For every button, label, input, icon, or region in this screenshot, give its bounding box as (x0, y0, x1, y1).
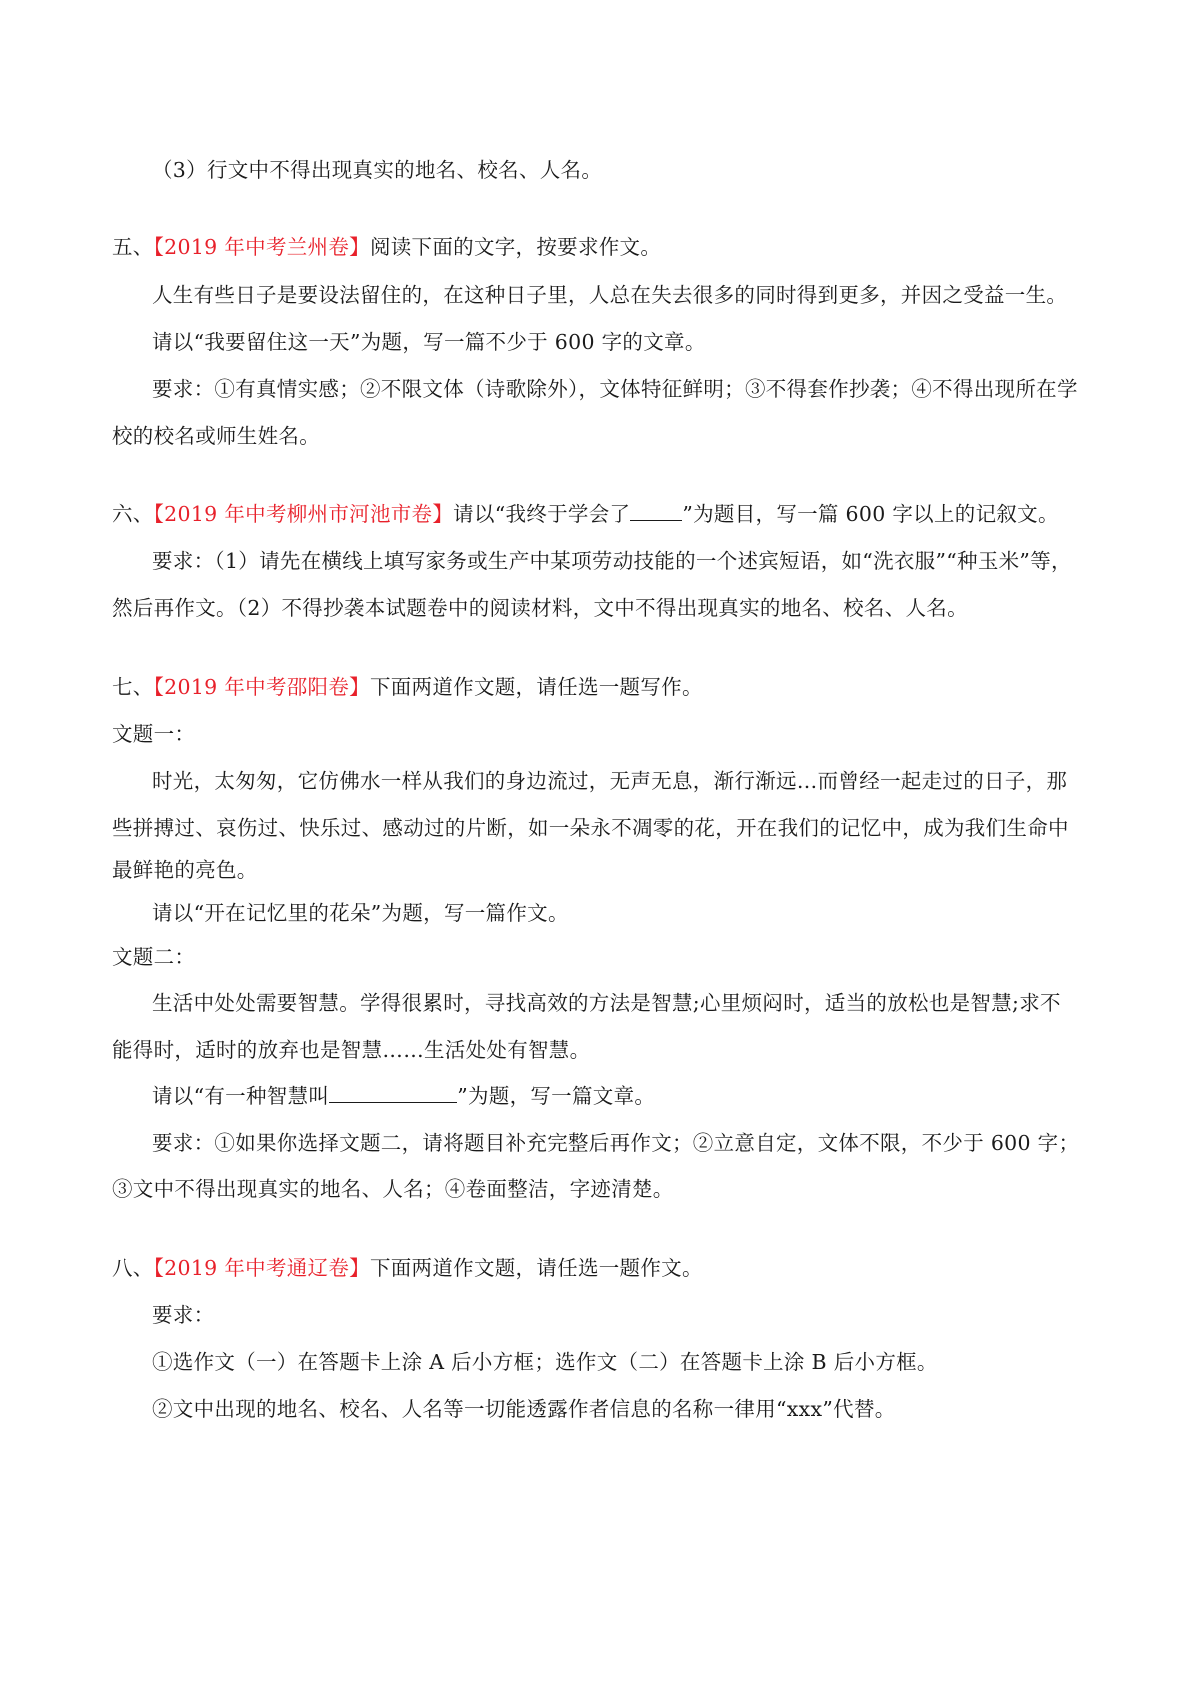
q8-source-tag: 【2019 年中考通辽卷】 (153, 1256, 370, 1280)
q8-stem: 下面两道作文题，请任选一题作文。 (369, 1256, 703, 1280)
q6-requirements-line1: 要求：（1）请先在横线上填写家务或生产中某项劳动技能的一个述宾短语，如“洗衣服”“种玉米”等， (152, 549, 1072, 573)
q5-heading (112, 232, 661, 262)
q7-topic1-material-line1: 时光，太匆匆，它仿佛水一样从我们的身边流过，无声无息，渐行渐远…而曾经一起走过的日子，那 (152, 769, 1068, 793)
q7-topic2-prompt (152, 1081, 655, 1111)
q8-heading (112, 1253, 703, 1283)
q7-topic1-material-line2: 些拼搏过、哀伤过、快乐过、感动过的片断，如一朵永不凋零的花，开在我们的记忆中，成为我们生命中 (112, 816, 1069, 840)
q6-title-blank (630, 500, 682, 521)
q7-requirements-line2: ③文中不得出现真实的地名、人名；④卷面整洁，字迹清楚。 (112, 1177, 674, 1201)
q7-topic2-prompt-start: 请以“有一种智慧叫 (152, 1084, 330, 1108)
q8-requirement-2: ②文中出现的地名、校名、人名等一切能透露作者信息的名称一律用“xxx”代替。 (152, 1397, 896, 1421)
q8-requirement-1: ①选作文（一）在答题卡上涂 A 后小方框；选作文（二）在答题卡上涂 B 后小方框。 (152, 1350, 938, 1374)
q6-heading (112, 499, 1059, 529)
q7-number: 七、 (112, 675, 154, 699)
q7-topic1-label: 文题一： (112, 722, 196, 746)
q7-topic1-prompt: 请以“开在记忆里的花朵”为题，写一篇作文。 (152, 901, 569, 925)
q5-source-tag: 【2019 年中考兰州卷】 (153, 235, 370, 259)
q7-requirements-line1: 要求：①如果你选择文题二，请将题目补充完整后再作文；②立意自定，文体不限，不少于 600 字； (152, 1131, 1080, 1155)
q5-prompt: 请以“我要留住这一天”为题，写一篇不少于 600 字的文章。 (152, 330, 706, 354)
q5-requirements-line1: 要求：①有真情实感；②不限文体（诗歌除外），文体特征鲜明；③不得套作抄袭；④不得出现所在学 (152, 377, 1078, 401)
q8-requirements-label: 要求： (152, 1303, 215, 1327)
q5-material: 人生有些日子是要设法留住的，在这种日子里，人总在失去很多的同时得到更多，并因之受益一生。 (152, 283, 1068, 307)
q7-stem: 下面两道作文题，请任选一题写作。 (369, 675, 703, 699)
q5-stem: 阅读下面的文字，按要求作文。 (369, 235, 662, 259)
q5-number: 五、 (112, 235, 154, 259)
q8-number: 八、 (112, 1256, 154, 1280)
q4-item3: （3）行文中不得出现真实的地名、校名、人名。 (152, 158, 603, 182)
q6-stem-start: 请以“我终于学会了 (453, 502, 631, 526)
q6-number: 六、 (112, 502, 154, 526)
q7-topic2-material-line1: 生活中处处需要智慧。学得很累时，寻找高效的方法是智慧;心里烦闷时，适当的放松也是智慧;求不 (152, 991, 1061, 1015)
q7-topic2-material-line2: 能得时，适时的放弃也是智慧……生活处处有智慧。 (112, 1038, 591, 1062)
q6-source-tag: 【2019 年中考柳州市河池市卷】 (153, 502, 454, 526)
q7-topic2-prompt-end: ”为题，写一篇文章。 (457, 1084, 656, 1108)
q7-topic2-label: 文题二： (112, 945, 196, 969)
q7-topic1-material-line3: 最鲜艳的亮色。 (112, 858, 258, 882)
q6-requirements-line2: 然后再作文。（2）不得抄袭本试题卷中的阅读材料，文中不得出现真实的地名、校名、人名。 (112, 596, 968, 620)
q7-topic2-title-blank (329, 1082, 457, 1103)
q7-source-tag: 【2019 年中考邵阳卷】 (153, 675, 370, 699)
q7-heading (112, 672, 703, 702)
q6-stem-end: ”为题目，写一篇 600 字以上的记叙文。 (682, 502, 1059, 526)
q5-requirements-line2: 校的校名或师生姓名。 (112, 424, 320, 448)
